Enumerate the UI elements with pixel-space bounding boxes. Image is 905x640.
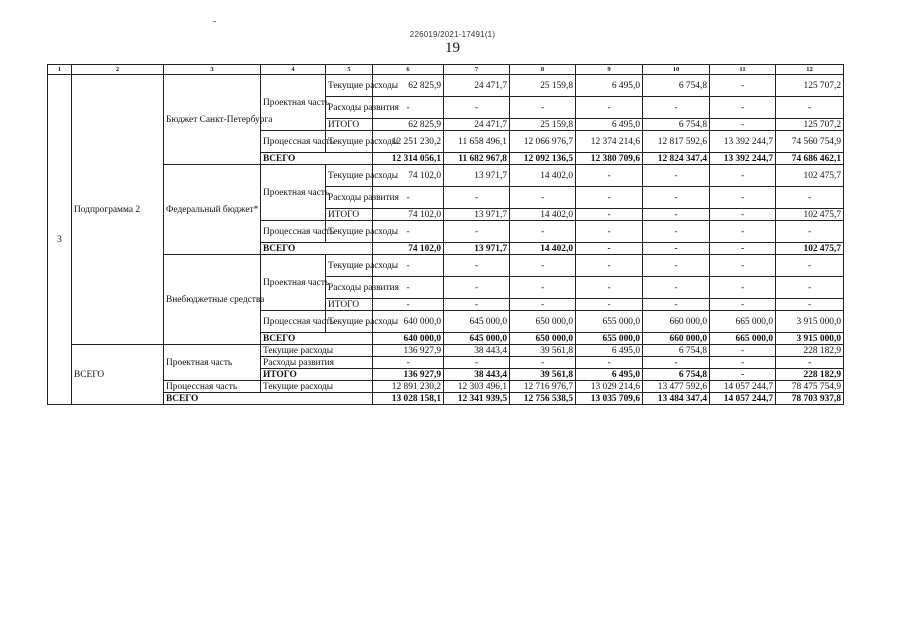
value-cell: - [373,187,444,209]
col-header: 9 [576,65,643,75]
value-cell: 38 443,4 [444,369,510,381]
current-expenses-label: Текущие расходы [326,311,373,333]
value-cell: - [444,187,510,209]
value-cell: 39 561,8 [510,369,576,381]
value-cell: - [510,255,576,277]
value-cell: 650 000,0 [510,333,576,345]
value-cell: - [776,277,844,299]
process-part-label: Процессная часть [261,221,326,243]
value-cell: 74 102,0 [373,165,444,187]
development-expenses-label: Расходы развития [326,187,373,209]
value-cell: 38 443,4 [444,345,510,357]
col-header: 5 [326,65,373,75]
value-cell: - [710,187,776,209]
column-number-row [48,65,844,75]
value-cell: - [710,299,776,311]
value-cell: 13 035 709,6 [576,393,643,405]
value-cell: 665 000,0 [710,333,776,345]
value-cell: - [776,221,844,243]
value-cell: 136 927,9 [373,345,444,357]
total-block-label: ВСЕГО [72,345,164,405]
value-cell: 6 754,8 [643,369,710,381]
value-cell: - [710,119,776,131]
value-cell: 102 475,7 [776,243,844,255]
source-spb-budget: Бюджет Санкт-Петербурга [164,75,261,165]
value-cell: 228 182,9 [776,345,844,357]
value-cell: - [776,357,844,369]
value-cell: - [643,187,710,209]
table-row [48,255,844,277]
value-cell: 12 891 230,2 [373,381,444,393]
value-cell: 11 658 496,1 [444,131,510,153]
value-cell: 12 303 496,1 [444,381,510,393]
source-offbudget-funds: Внебюджетные средства [164,255,261,345]
page-number: 19 [445,40,460,56]
row-number: 3 [48,75,72,405]
value-cell: 13 971,7 [444,209,510,221]
value-cell: - [373,255,444,277]
value-cell: - [643,221,710,243]
value-cell: - [643,97,710,119]
value-cell: - [510,187,576,209]
value-cell: - [576,209,643,221]
value-cell: - [373,97,444,119]
development-expenses-label: Расходы развития [326,277,373,299]
subprogram-label: Подпрограмма 2 [72,75,164,345]
project-part-label: Проектная часть [261,255,326,311]
value-cell: - [576,357,643,369]
value-cell: 102 475,7 [776,165,844,187]
value-cell: - [373,277,444,299]
value-cell: - [444,255,510,277]
value-cell: 78 475 754,9 [776,381,844,393]
current-expenses-label: Текущие расходы [326,221,373,243]
value-cell: 645 000,0 [444,311,510,333]
vsego-label: ВСЕГО [261,333,373,345]
value-cell: 14 402,0 [510,165,576,187]
value-cell: - [710,369,776,381]
value-cell: - [710,277,776,299]
value-cell: - [776,97,844,119]
current-expenses-label: Текущие расходы [261,381,373,393]
col-header: 1 [48,65,72,75]
value-cell: 13 392 244,7 [710,131,776,153]
value-cell: 640 000,0 [373,311,444,333]
value-cell: - [576,255,643,277]
value-cell: 12 756 538,5 [510,393,576,405]
value-cell: 650 000,0 [510,311,576,333]
value-cell: 74 102,0 [373,209,444,221]
value-cell: - [643,357,710,369]
value-cell: - [710,97,776,119]
value-cell: - [444,277,510,299]
value-cell: 3 915 000,0 [776,333,844,345]
itogo-label: ИТОГО [326,209,373,221]
value-cell: 13 028 158,1 [373,393,444,405]
value-cell: 12 341 939,5 [444,393,510,405]
current-expenses-label: Текущие расходы [326,165,373,187]
value-cell: - [444,97,510,119]
value-cell: 12 251 230,2 [373,131,444,153]
value-cell: 3 915 000,0 [776,311,844,333]
value-cell: - [776,187,844,209]
value-cell: 13 392 244,7 [710,153,776,165]
value-cell: - [643,209,710,221]
value-cell: 24 471,7 [444,119,510,131]
col-header: 12 [776,65,844,75]
value-cell: - [710,243,776,255]
value-cell: 6 495,0 [576,345,643,357]
col-header: 11 [710,65,776,75]
value-cell: - [643,255,710,277]
value-cell: - [444,357,510,369]
value-cell: 12 374 214,6 [576,131,643,153]
value-cell: 14 057 244,7 [710,381,776,393]
development-expenses-label: Расходы развития [326,97,373,119]
value-cell: 645 000,0 [444,333,510,345]
process-part-label: Процессная часть [261,311,326,333]
value-cell: 12 716 976,7 [510,381,576,393]
value-cell: 125 707,2 [776,119,844,131]
vsego-label: ВСЕГО [164,393,373,405]
value-cell: - [643,165,710,187]
value-cell: - [576,243,643,255]
col-header: 8 [510,65,576,75]
value-cell: 13 484 347,4 [643,393,710,405]
project-part-label: Проектная часть [261,165,326,221]
value-cell: - [510,277,576,299]
table-row [48,75,844,97]
value-cell: 660 000,0 [643,311,710,333]
value-cell: - [576,165,643,187]
process-part-label: Процессная часть [164,381,261,393]
value-cell: 62 825,9 [373,119,444,131]
vsego-label: ВСЕГО [261,243,373,255]
value-cell: 6 495,0 [576,119,643,131]
value-cell: 74 686 462,1 [776,153,844,165]
value-cell: 25 159,8 [510,75,576,97]
col-header: 4 [261,65,326,75]
col-header: 6 [373,65,444,75]
source-federal-budget: Федеральный бюджет* [164,165,261,255]
value-cell: 12 066 976,7 [510,131,576,153]
value-cell: - [776,299,844,311]
value-cell: 6 754,8 [643,345,710,357]
value-cell: 125 707,2 [776,75,844,97]
value-cell: - [510,221,576,243]
value-cell: 6 495,0 [576,75,643,97]
value-cell: 74 102,0 [373,243,444,255]
value-cell: 136 927,9 [373,369,444,381]
value-cell: 13 971,7 [444,165,510,187]
value-cell: 13 477 592,6 [643,381,710,393]
value-cell: 655 000,0 [576,311,643,333]
current-expenses-label: Текущие расходы [326,255,373,277]
development-expenses-label: Расходы развития [261,357,373,369]
value-cell: - [643,277,710,299]
value-cell: - [510,97,576,119]
value-cell: - [710,255,776,277]
value-cell: - [710,357,776,369]
project-part-label: Проектная часть [164,345,261,381]
value-cell: 24 471,7 [444,75,510,97]
value-cell: - [710,75,776,97]
itogo-label: ИТОГО [326,299,373,311]
value-cell: - [710,209,776,221]
value-cell: - [643,243,710,255]
itogo-label: ИТОГО [326,119,373,131]
value-cell: - [444,221,510,243]
value-cell: - [576,221,643,243]
value-cell: 640 000,0 [373,333,444,345]
value-cell: 102 475,7 [776,209,844,221]
value-cell: 78 703 937,8 [776,393,844,405]
table-row [48,165,844,187]
value-cell: - [373,357,444,369]
value-cell: - [510,357,576,369]
value-cell: 14 402,0 [510,243,576,255]
process-part-label: Процессная часть [261,131,326,153]
document-id: 226019/2021-17491(1) [409,30,496,39]
value-cell: 665 000,0 [710,311,776,333]
value-cell: 74 560 754,9 [776,131,844,153]
col-header: 7 [444,65,510,75]
vsego-label: ВСЕГО [261,153,373,165]
col-header: 10 [643,65,710,75]
col-header: 3 [164,65,261,75]
value-cell: 62 825,9 [373,75,444,97]
value-cell: - [776,255,844,277]
value-cell: 13 971,7 [444,243,510,255]
value-cell: 39 561,8 [510,345,576,357]
value-cell: 14 402,0 [510,209,576,221]
current-expenses-label: Текущие расходы [326,75,373,97]
project-part-label: Проектная часть [261,75,326,131]
value-cell: 228 182,9 [776,369,844,381]
value-cell: 25 159,8 [510,119,576,131]
value-cell: - [576,277,643,299]
scan-speck [213,21,216,22]
value-cell: - [643,299,710,311]
col-header: 2 [72,65,164,75]
value-cell: - [444,299,510,311]
budget-table [47,64,844,405]
value-cell: 12 817 592,6 [643,131,710,153]
value-cell: - [710,165,776,187]
value-cell: 6 754,8 [643,75,710,97]
value-cell: 660 000,0 [643,333,710,345]
value-cell: 655 000,0 [576,333,643,345]
value-cell: - [710,221,776,243]
value-cell: - [710,345,776,357]
current-expenses-label: Текущие расходы [261,345,373,357]
value-cell: 12 314 056,1 [373,153,444,165]
value-cell: 14 057 244,7 [710,393,776,405]
table-row [48,345,844,357]
itogo-label: ИТОГО [261,369,373,381]
value-cell: - [576,299,643,311]
current-expenses-label: Текущие расходы [326,131,373,153]
value-cell: - [373,221,444,243]
value-cell: 6 495,0 [576,369,643,381]
value-cell: - [576,97,643,119]
value-cell: - [510,299,576,311]
value-cell: 12 824 347,4 [643,153,710,165]
value-cell: 11 682 967,8 [444,153,510,165]
table-row [48,393,844,405]
value-cell: 13 029 214,6 [576,381,643,393]
value-cell: - [373,299,444,311]
value-cell: - [576,187,643,209]
value-cell: 12 380 709,6 [576,153,643,165]
table-row [48,381,844,393]
value-cell: 6 754,8 [643,119,710,131]
value-cell: 12 092 136,5 [510,153,576,165]
